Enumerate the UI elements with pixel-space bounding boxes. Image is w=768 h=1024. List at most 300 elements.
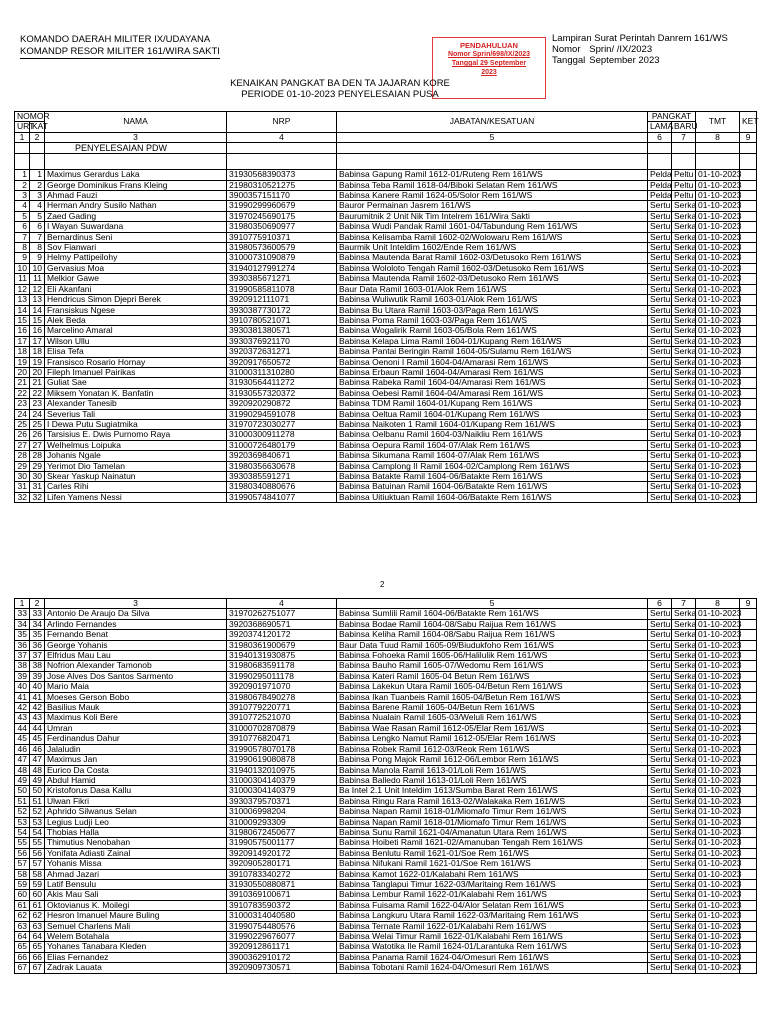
cell-nrp: 3930387730172 xyxy=(227,305,337,315)
cell-lama: Sertu xyxy=(648,630,672,640)
cell-baru: Serka xyxy=(672,305,696,315)
cell-nrp: 31990578070178 xyxy=(227,744,337,754)
table-row xyxy=(15,492,757,502)
table-row xyxy=(15,191,757,201)
cell-lama: Sertu xyxy=(648,952,672,962)
title-line-2: PERIODE 01-10-2023 PENYELESAIAN PUSA xyxy=(241,89,439,100)
cell-nrp: 310009293309 xyxy=(227,817,337,827)
cell-nama: Maximus Koli Bere xyxy=(45,713,227,723)
cell-jabatan: Babinsa Napan Ramil 1618-01/Miomafo Timur Rem 161/WS xyxy=(337,817,648,827)
cell-jabatan: Babinsa Balledo Ramil 1613-01/Loli Rem 161/WS xyxy=(337,775,648,785)
table-row xyxy=(15,911,757,921)
cell-ket xyxy=(740,619,757,629)
cell-ket xyxy=(740,243,757,253)
cell-urt: 15 xyxy=(15,315,30,325)
cell-jabatan: Babinsa Batakte Ramil 1604-06/Batakte Rem 161/WS xyxy=(337,472,648,482)
col2-num-3: 3 xyxy=(45,599,227,609)
col-num-9: 9 xyxy=(740,132,757,142)
cell-kat: 66 xyxy=(30,952,45,962)
cell-lama: Sertu xyxy=(648,661,672,671)
cell-ket xyxy=(740,367,757,377)
cell-nama: Ferdinandus Dahur xyxy=(45,734,227,744)
cell-tmt: 01-10-2023 xyxy=(696,399,740,409)
cell-jabatan: Babinsa Rabeka Ramil 1604-04/Amarasi Rem 161/WS xyxy=(337,378,648,388)
cell-nrp: 3920917650572 xyxy=(227,357,337,367)
cell-jabatan: Babinsa Kateri Ramil 1605-04 Betun Rem 161/WS xyxy=(337,671,648,681)
cell-lama: Sertu xyxy=(648,713,672,723)
cell-jabatan: Babinsa Ikan Tuanbeis Ramil 1605-04/Betun Rem 161/WS xyxy=(337,692,648,702)
cell-tmt: 01-10-2023 xyxy=(696,430,740,440)
cell-ket xyxy=(740,807,757,817)
cell-nama: Nofrion Alexander Tamonob xyxy=(45,661,227,671)
cell-kat: 37 xyxy=(30,651,45,661)
cell-tmt: 01-10-2023 xyxy=(696,440,740,450)
cell-nama: Mario Maia xyxy=(45,682,227,692)
cell-lama: Sertu xyxy=(648,848,672,858)
cell-lama: Sertu xyxy=(648,232,672,242)
cell-nama: I Wayan Suwardana xyxy=(45,222,227,232)
cell-tmt: 01-10-2023 xyxy=(696,859,740,869)
cell-lama: Sertu xyxy=(648,419,672,429)
cell-jabatan: Babinsa Oebesi Ramil 1604-04/Amarasi Rem 161/WS xyxy=(337,388,648,398)
cell-nrp: 3910369100671 xyxy=(227,890,337,900)
cell-tmt: 01-10-2023 xyxy=(696,295,740,305)
cell-nama: Moeses Gerson Bobo xyxy=(45,692,227,702)
cell-baru: Serka xyxy=(672,786,696,796)
cell-nrp: 3910775910371 xyxy=(227,232,337,242)
table-row xyxy=(15,755,757,765)
cell-nrp: 31980672450677 xyxy=(227,827,337,837)
cell-baru: Serka xyxy=(672,492,696,502)
cell-nama: Maximus Jan xyxy=(45,755,227,765)
cell-jabatan: Baur Data Ramil 1603-01/Alok Rem 161/WS xyxy=(337,284,648,294)
cell-urt: 3 xyxy=(15,191,30,201)
cell-kat: 4 xyxy=(30,201,45,211)
cell-kat: 52 xyxy=(30,807,45,817)
cell-tmt: 01-10-2023 xyxy=(696,817,740,827)
table-row xyxy=(15,284,757,294)
cell-kat: 1 xyxy=(30,170,45,180)
cell-kat: 30 xyxy=(30,472,45,482)
stamp-line-3: Tanggal 29 September xyxy=(451,60,527,67)
col-ket: KET xyxy=(740,112,757,133)
table-row xyxy=(15,222,757,232)
cell-ket xyxy=(740,482,757,492)
cell-kat: 14 xyxy=(30,305,45,315)
cell-tmt: 01-10-2023 xyxy=(696,879,740,889)
cell-lama: Sertu xyxy=(648,859,672,869)
cell-baru: Serka xyxy=(672,347,696,357)
cell-nama: Eurico Da Costa xyxy=(45,765,227,775)
cell-urt: 46 xyxy=(15,744,30,754)
cell-kat: 39 xyxy=(30,671,45,681)
cell-tmt: 01-10-2023 xyxy=(696,232,740,242)
table-row xyxy=(15,388,757,398)
table-row xyxy=(15,347,757,357)
cell-nama: Abdul Hamid xyxy=(45,775,227,785)
cell-nrp: 31990619080878 xyxy=(227,755,337,765)
cell-urt: 23 xyxy=(15,399,30,409)
cell-baru: Serka xyxy=(672,734,696,744)
org-line-1: KOMANDO DAERAH MILITER IX/UDAYANA xyxy=(20,34,211,45)
cell-kat: 27 xyxy=(30,440,45,450)
cell-nama: Eli Akanfani xyxy=(45,284,227,294)
cell-baru: Serka xyxy=(672,651,696,661)
col2-num-6: 6 xyxy=(648,599,672,609)
cell-ket xyxy=(740,900,757,910)
cell-kat: 55 xyxy=(30,838,45,848)
cell-baru: Serka xyxy=(672,932,696,942)
cell-nrp: 31930557320372 xyxy=(227,388,337,398)
cell-nama: Yohanis Missa xyxy=(45,859,227,869)
table-row xyxy=(15,900,757,910)
cell-baru: Serka xyxy=(672,378,696,388)
cell-nama: Herman Andry Susilo Nathan xyxy=(45,201,227,211)
cell-kat: 49 xyxy=(30,775,45,785)
cell-urt: 24 xyxy=(15,409,30,419)
cell-tmt: 01-10-2023 xyxy=(696,848,740,858)
cell-lama: Sertu xyxy=(648,692,672,702)
cell-nama: Hendricus Simon Djepri Berek xyxy=(45,295,227,305)
table-row xyxy=(15,921,757,931)
cell-baru: Serka xyxy=(672,243,696,253)
cell-nama: Jalaludin xyxy=(45,744,227,754)
cell-baru: Serka xyxy=(672,942,696,952)
cell-ket xyxy=(740,399,757,409)
cell-nama: Helmy Pattipeilohy xyxy=(45,253,227,263)
cell-jabatan: Babinsa Wudi Pandak Ramil 1601-04/Tabundung Rem 161/WS xyxy=(337,222,648,232)
table-row xyxy=(15,786,757,796)
cell-lama: Sertu xyxy=(648,440,672,450)
cell-urt: 51 xyxy=(15,796,30,806)
cell-baru: Serka xyxy=(672,409,696,419)
cell-jabatan: Babinsa Gapung Ramil 1612-01/Ruteng Rem 161/WS xyxy=(337,170,648,180)
cell-tmt: 01-10-2023 xyxy=(696,765,740,775)
table-row xyxy=(15,263,757,273)
cell-kat: 53 xyxy=(30,817,45,827)
cell-ket xyxy=(740,305,757,315)
cell-tmt: 01-10-2023 xyxy=(696,932,740,942)
cell-ket xyxy=(740,775,757,785)
cell-baru: Serka xyxy=(672,284,696,294)
cell-nama: Basilius Mauk xyxy=(45,703,227,713)
cell-jabatan: Babinsa Benlutu Ramil 1621-01/Soe Rem 161/WS xyxy=(337,848,648,858)
table-row xyxy=(15,671,757,681)
cell-urt: 56 xyxy=(15,848,30,858)
cell-tmt: 01-10-2023 xyxy=(696,796,740,806)
cell-kat: 35 xyxy=(30,630,45,640)
col2-num-9: 9 xyxy=(740,599,757,609)
cell-tmt: 01-10-2023 xyxy=(696,336,740,346)
cell-nama: Akis Mau Sali xyxy=(45,890,227,900)
col-num-8: 8 xyxy=(696,132,740,142)
table-row xyxy=(15,952,757,962)
cell-ket xyxy=(740,253,757,263)
cell-lama: Sertu xyxy=(648,869,672,879)
cell-nama: Oktovianus K. Moilegi xyxy=(45,900,227,910)
col-num-5: 5 xyxy=(337,132,648,142)
stamp-line-1: PENDAHULUAN xyxy=(460,41,518,50)
cell-ket xyxy=(740,713,757,723)
cell-lama: Sertu xyxy=(648,357,672,367)
col-num-4: 4 xyxy=(227,132,337,142)
cell-nama: Marcelino Amaral xyxy=(45,326,227,336)
cell-kat: 38 xyxy=(30,661,45,671)
cell-urt: 33 xyxy=(15,609,30,619)
cell-urt: 12 xyxy=(15,284,30,294)
cell-ket xyxy=(740,755,757,765)
cell-urt: 8 xyxy=(15,243,30,253)
cell-kat: 40 xyxy=(30,682,45,692)
cell-nama: Welem Botahala xyxy=(45,932,227,942)
cell-jabatan: Babinsa Bodae Ramil 1604-08/Sabu Raijua Rem 161/WS xyxy=(337,619,648,629)
cell-ket xyxy=(740,869,757,879)
cell-urt: 38 xyxy=(15,661,30,671)
cell-jabatan: Babinsa Nualain Ramil 1605-03/Weluli Rem 161/WS xyxy=(337,713,648,723)
cell-kat: 22 xyxy=(30,388,45,398)
cell-baru: Serka xyxy=(672,900,696,910)
cell-baru: Serka xyxy=(672,661,696,671)
cell-jabatan: Babinsa Sumlili Ramil 1604-06/Batakte Rem 161/WS xyxy=(337,609,648,619)
cell-jabatan: Babinsa Batuinan Ramil 1604-06/Batakte Rem 161/WS xyxy=(337,482,648,492)
cell-urt: 57 xyxy=(15,859,30,869)
cell-baru: Serka xyxy=(672,430,696,440)
cell-kat: 32 xyxy=(30,492,45,502)
cell-nrp: 3920374120172 xyxy=(227,630,337,640)
table-row xyxy=(15,274,757,284)
cell-urt: 37 xyxy=(15,651,30,661)
cell-nama: Latif Bensulu xyxy=(45,879,227,889)
section-title: PENYELESAIAN PDW xyxy=(45,143,227,154)
cell-nama: Umran xyxy=(45,723,227,733)
cell-nrp: 31000304140379 xyxy=(227,786,337,796)
cell-nrp: 31940132010975 xyxy=(227,765,337,775)
cell-nama: Guliat Sae xyxy=(45,378,227,388)
cell-ket xyxy=(740,419,757,429)
cell-lama: Sertu xyxy=(648,222,672,232)
cell-nrp: 31970723030277 xyxy=(227,419,337,429)
title-line-1: KENAIKAN PANGKAT BA DEN TA JAJARAN KORE xyxy=(230,78,450,89)
table-row xyxy=(15,243,757,253)
cell-baru: Serka xyxy=(672,609,696,619)
cell-baru: Serka xyxy=(672,440,696,450)
cell-nama: Alexander Tanesib xyxy=(45,399,227,409)
cell-baru: Serka xyxy=(672,399,696,409)
cell-ket xyxy=(740,848,757,858)
nomor-value: Sprin/ /IX/2023 xyxy=(589,44,653,55)
cell-kat: 56 xyxy=(30,848,45,858)
cell-ket xyxy=(740,734,757,744)
cell-kat: 5 xyxy=(30,211,45,221)
cell-lama: Sertu xyxy=(648,472,672,482)
cell-jabatan: Babinsa Pong Majok Ramil 1612-06/Lembor Rem 161/WS xyxy=(337,755,648,765)
cell-tmt: 01-10-2023 xyxy=(696,640,740,650)
cell-lama: Sertu xyxy=(648,211,672,221)
cell-nama: I Dewa Putu Sugiatmika xyxy=(45,419,227,429)
cell-lama: Sertu xyxy=(648,263,672,273)
table-row xyxy=(15,807,757,817)
cell-urt: 17 xyxy=(15,336,30,346)
cell-ket xyxy=(740,796,757,806)
cell-nama: Elias Fernandez xyxy=(45,952,227,962)
cell-nama: Fernando Benat xyxy=(45,630,227,640)
cell-baru: Serka xyxy=(672,253,696,263)
cell-baru: Serka xyxy=(672,461,696,471)
page-number: 2 xyxy=(380,580,385,589)
cell-kat: 31 xyxy=(30,482,45,492)
cell-kat: 12 xyxy=(30,284,45,294)
cell-ket xyxy=(740,336,757,346)
cell-baru: Serka xyxy=(672,807,696,817)
cell-tmt: 01-10-2023 xyxy=(696,461,740,471)
cell-kat: 43 xyxy=(30,713,45,723)
cell-tmt: 01-10-2023 xyxy=(696,451,740,461)
cell-baru: Serka xyxy=(672,640,696,650)
table-row xyxy=(15,170,757,180)
cell-lama: Sertu xyxy=(648,775,672,785)
cell-jabatan: Babinsa Sunu Ramil 1621-04/Amanatun Utara Rem 161/WS xyxy=(337,827,648,837)
cell-kat: 29 xyxy=(30,461,45,471)
cell-nrp: 31940131930875 xyxy=(227,651,337,661)
org-line-2: KOMANDP RESOR MILITER 161/WIRA SAKTI xyxy=(20,46,220,57)
cell-kat: 62 xyxy=(30,911,45,921)
cell-ket xyxy=(740,232,757,242)
cell-jabatan: Babinsa Pantai Beringin Ramil 1604-05/Sulamu Rem 161/WS xyxy=(337,347,648,357)
cell-baru: Serka xyxy=(672,295,696,305)
cell-nrp: 3930376921170 xyxy=(227,336,337,346)
cell-jabatan: Babinsa TDM Ramil 1604-01/Kupang Rem 161/WS xyxy=(337,399,648,409)
col-num-2: 2 xyxy=(30,132,45,142)
cell-baru: Peltu xyxy=(672,191,696,201)
cell-nrp: 3920909730571 xyxy=(227,963,337,973)
cell-ket xyxy=(740,472,757,482)
cell-tmt: 01-10-2023 xyxy=(696,326,740,336)
cell-jabatan: Babinsa Oenoni I Ramil 1604-04/Amarasi Rem 161/WS xyxy=(337,357,648,367)
cell-urt: 27 xyxy=(15,440,30,450)
cell-lama: Pelda xyxy=(648,191,672,201)
cell-urt: 52 xyxy=(15,807,30,817)
cell-nama: Antonio De Araujo Da Silva xyxy=(45,609,227,619)
cell-ket xyxy=(740,744,757,754)
cell-ket xyxy=(740,222,757,232)
cell-nama: Tarsisius E. Dwis Purnomo Raya xyxy=(45,430,227,440)
cell-tmt: 01-10-2023 xyxy=(696,472,740,482)
table-row xyxy=(15,378,757,388)
table-row xyxy=(15,336,757,346)
tanggal-value: September 2023 xyxy=(589,55,660,66)
cell-nrp: 31930568390373 xyxy=(227,170,337,180)
cell-jabatan: Babinsa Mautenda Barat Ramil 1602-03/Detusoko Rem 161/WS xyxy=(337,253,648,263)
cell-lama: Sertu xyxy=(648,734,672,744)
cell-lama: Sertu xyxy=(648,651,672,661)
cell-jabatan: Babinsa Oelbanu Ramil 1604-03/Naikliu Rem 161/WS xyxy=(337,430,648,440)
cell-lama: Sertu xyxy=(648,723,672,733)
cell-tmt: 01-10-2023 xyxy=(696,263,740,273)
table-row xyxy=(15,609,757,619)
cell-tmt: 01-10-2023 xyxy=(696,347,740,357)
cell-jabatan: Babinsa Panama Ramil 1624-04/Omesuri Rem 161/WS xyxy=(337,952,648,962)
cell-nama: George Yohanis xyxy=(45,640,227,650)
col-tmt: TMT xyxy=(696,112,740,133)
cell-baru: Serka xyxy=(672,744,696,754)
cell-lama: Sertu xyxy=(648,619,672,629)
cell-nrp: 31000311310280 xyxy=(227,367,337,377)
table-row xyxy=(15,440,757,450)
cell-baru: Serka xyxy=(672,952,696,962)
cell-kat: 21 xyxy=(30,378,45,388)
table-row xyxy=(15,827,757,837)
cell-lama: Sertu xyxy=(648,765,672,775)
cell-nrp: 31990575001177 xyxy=(227,838,337,848)
cell-tmt: 01-10-2023 xyxy=(696,492,740,502)
cell-tmt: 01-10-2023 xyxy=(696,274,740,284)
cell-kat: 16 xyxy=(30,326,45,336)
cell-jabatan: Babinsa Lengko Namut Ramil 1612-05/Elar Rem 161/WS xyxy=(337,734,648,744)
cell-ket xyxy=(740,890,757,900)
cell-kat: 2 xyxy=(30,180,45,190)
col-lama: LAMA xyxy=(648,122,672,132)
cell-urt: 11 xyxy=(15,274,30,284)
col2-num-1: 1 xyxy=(15,599,30,609)
col-num-3: 3 xyxy=(45,132,227,142)
cell-tmt: 01-10-2023 xyxy=(696,191,740,201)
col-baru: BARU xyxy=(672,122,696,132)
table-row xyxy=(15,482,757,492)
cell-ket xyxy=(740,661,757,671)
cell-kat: 25 xyxy=(30,419,45,429)
table-row xyxy=(15,367,757,377)
cell-urt: 66 xyxy=(15,952,30,962)
cell-nama: Carles Rihi xyxy=(45,482,227,492)
cell-nrp: 31990229676077 xyxy=(227,932,337,942)
table-row xyxy=(15,932,757,942)
col-num-6: 6 xyxy=(648,132,672,142)
cell-nama: Elfridus Mau Lau xyxy=(45,651,227,661)
cell-urt: 58 xyxy=(15,869,30,879)
cell-baru: Serka xyxy=(672,911,696,921)
cell-nama: Zaed Gading xyxy=(45,211,227,221)
cell-jabatan: Baurumitnik 2 Unit Nik Tim Intelrem 161/Wira Sakti xyxy=(337,211,648,221)
cell-baru: Serka xyxy=(672,713,696,723)
cell-ket xyxy=(740,952,757,962)
cell-ket xyxy=(740,640,757,650)
cell-tmt: 01-10-2023 xyxy=(696,963,740,973)
cell-jabatan: Babinsa Hoibeti Ramil 1621-02/Amanuban Tengah Rem 161/WS xyxy=(337,838,648,848)
cell-urt: 59 xyxy=(15,879,30,889)
cell-baru: Serka xyxy=(672,419,696,429)
cell-lama: Sertu xyxy=(648,451,672,461)
cell-tmt: 01-10-2023 xyxy=(696,671,740,681)
cell-nrp: 3910780521071 xyxy=(227,315,337,325)
table-row xyxy=(15,692,757,702)
cell-nama: Welhelmus Loipuka xyxy=(45,440,227,450)
cell-lama: Sertu xyxy=(648,482,672,492)
cell-lama: Sertu xyxy=(648,911,672,921)
cell-jabatan: Babinsa Kamot 1622-01/Kalabahi Rem 161/WS xyxy=(337,869,648,879)
cell-baru: Serka xyxy=(672,326,696,336)
cell-ket xyxy=(740,263,757,273)
cell-nama: Wilson Ullu xyxy=(45,336,227,346)
cell-urt: 10 xyxy=(15,263,30,273)
cell-ket xyxy=(740,703,757,713)
cell-tmt: 01-10-2023 xyxy=(696,692,740,702)
cell-kat: 8 xyxy=(30,243,45,253)
table-row xyxy=(15,744,757,754)
cell-nrp: 31000304140379 xyxy=(227,775,337,785)
header-org xyxy=(20,34,220,59)
cell-baru: Serka xyxy=(672,315,696,325)
cell-tmt: 01-10-2023 xyxy=(696,942,740,952)
